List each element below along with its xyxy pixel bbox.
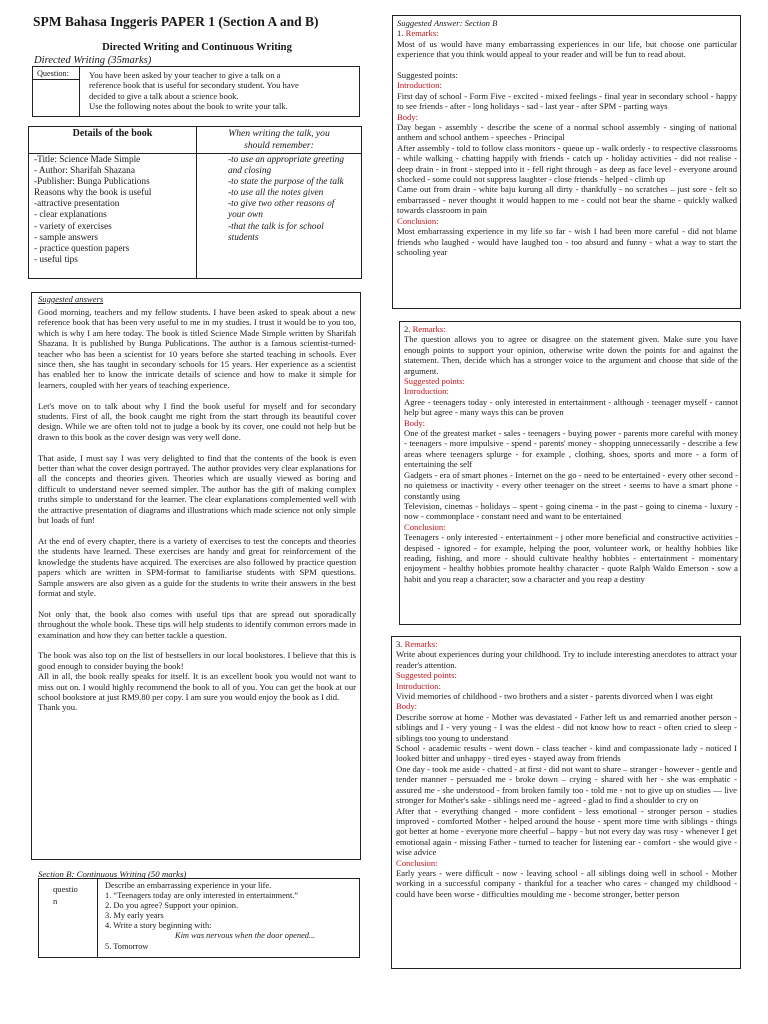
essay-paragraph: That aside, I must say I was very delighted to find that the contents of the book is even better than what the cover design portrayed. The author provides very clear explanations for all the concepts and theories given. Theories which are usually viewed as boring and difficult to understand never seemed simpler. The author has the gift of making complex truths simple to understand for the learner. The clear explanations complemented well with the attractive presentation of diagrams and illustrations which made science not only simple but loads of fun! xyxy=(38,452,356,526)
section-a-subtitle: Directed Writing (35marks) xyxy=(34,55,152,66)
section-b-options xyxy=(105,881,355,952)
essay-body xyxy=(38,307,356,713)
suggested-points-label: Suggested points: xyxy=(396,670,457,681)
introduction-text: First day of school - Form Five - excited - mixed feelings - final year in secondary school - happy to see friends - after - long holidays - sad - last year - after SPM - parting ways xyxy=(397,90,737,112)
list-item: -to state the purpose of the talk xyxy=(228,177,344,188)
answer-number: 3. xyxy=(396,639,403,649)
body-point: After that - everything changed - more confident - less emotional - stronger person - studies improved - comforted Mother - helped around the house - spent more time with siblings - things got better at home - everyone more cheerful – happy - but not every day was rosy - whenever I get emotional again - missing Father - turned to teacher for listening ear - comfort - she would give - wise advice xyxy=(396,805,737,858)
suggested-points-label: Suggested points: xyxy=(404,376,465,387)
body-label: Body: xyxy=(404,417,426,428)
page-title: SPM Bahasa Inggeris PAPER 1 (Section A and B) xyxy=(33,14,319,29)
conclusion-label: Conclusion: xyxy=(396,857,438,868)
list-item: -to use an appropriate greeting xyxy=(228,155,345,165)
details-table xyxy=(28,126,362,279)
list-item: 4. Write a story beginning with: xyxy=(105,921,212,931)
remarks-heading xyxy=(397,28,737,38)
list-item: - sample answers xyxy=(34,232,99,243)
question-box xyxy=(32,66,360,117)
remarks-text: The question allows you to agree or disagree on the statement given. Make sure you have enough points to support your opinion, otherwise write down the points for and against the statement. Then, decide which has a stronger voice to the argument and choose that side of the argument. xyxy=(404,334,738,376)
question-line: reference book that is useful for secondary student. You have xyxy=(89,80,299,91)
remember-list xyxy=(228,155,362,244)
essay-closing: Thank you. xyxy=(38,702,78,713)
remarks-heading xyxy=(396,639,737,649)
essay-paragraph: At the end of every chapter, there is a variety of exercises to test the concepts and theories the students have learned. These exercises are handy and great for reinforcement of the knowledge the students have acquired. The exercises are also followed by practice question papers which are written in SPM-format to familiarise students with SPM questions. Sample answers are also given as a guide for the students to write their answers in the best format and style. xyxy=(38,535,356,598)
list-item: - practice question papers xyxy=(34,243,130,254)
question-label: Question: xyxy=(33,67,80,116)
list-item: students xyxy=(228,232,259,243)
introduction-label: Introduction: xyxy=(396,680,441,691)
question-line: You have been asked by your teacher to give a talk on a xyxy=(89,70,281,80)
body-point: Came out from drain - white baju kurung all dirty - thankfully - no scratches – just sore - felt so embarrassed - never thought it would happen to me - could not bear the shame - quickly walked towards classroom in pain xyxy=(397,184,737,216)
list-item: 3. My early years xyxy=(105,911,164,921)
introduction-label: Introduction: xyxy=(404,386,449,397)
details-header: Details of the book xyxy=(72,128,153,139)
remarks-label: Remarks: xyxy=(412,324,446,334)
details-list xyxy=(34,155,194,266)
essay-paragraph: All in all, the book really speaks for itself. It is an excellent book you would not want to miss out on. I would highly recommend the book to all of you. You can get the book at our school bookstore at just RM9.80 per copy. I am sure you would enjoy the book as I did. xyxy=(38,671,356,702)
remarks-heading xyxy=(404,324,738,334)
body-label: Body: xyxy=(397,111,419,122)
conclusion-text: Most embarrassing experience in my life so far - wish I had been more careful - did not blame friends who laughed - would have laughed too - too absurd and funny - what a way to start the schooling year xyxy=(397,226,737,257)
suggested-answer-essay xyxy=(31,292,361,860)
body-label: Body: xyxy=(396,701,418,712)
section-b-question-label xyxy=(39,879,98,957)
body-point: Gadgets - era of smart phones - Internet on the go - need to be entertained - every other second - no quietness or inactivity - every other teenager on the street - seems to have a smart phone - constantly using xyxy=(404,469,738,501)
remarks-label: Remarks: xyxy=(404,639,438,649)
list-item: -Publisher: Bunga Publications xyxy=(34,177,150,188)
body-point: After assembly - told to follow class monitors - queue up - walk orderly - to respective classrooms - while walking - chatting happily with friends - catch up - holiday activities - did not realise - deep drain - in front - stepped into it - fell right through - as deep as face level - everyone around shocked - some could not suppress laughter - close friends - helped - climb up xyxy=(397,142,737,185)
list-item: - variety of exercises xyxy=(34,221,112,232)
body-point: School - academic results - went down - class teacher - kind and compassionate lady - noticed I looked bitter and unhappy - tired eyes - stayed away from friends xyxy=(396,743,737,764)
essay-paragraph: The book was also top on the list of bestsellers in our local bookstores. I believe that this is good enough to consider buying the book! xyxy=(38,650,356,671)
conclusion-text: Early years - were difficult - now - leaving school - all siblings doing well in school - Mother working in a successful company - thankful for a teacher who cares - changed my childhood - could have been worse - difficulties moulding me - become stronger, better person xyxy=(396,867,737,899)
list-item: - useful tips xyxy=(34,254,78,265)
body-point: Day began - assembly - describe the scene of a normal school assembly - singing of national anthem and school anthem - speeches - Principal xyxy=(397,122,737,143)
section-b-label: Section B: Continuous Writing (50 marks) xyxy=(38,869,187,879)
list-item: -to give two other reasons of xyxy=(228,199,335,210)
remarks-label: Remarks: xyxy=(405,28,439,39)
introduction-label: Introduction: xyxy=(397,80,442,91)
list-item: -Title: Science Made Simple xyxy=(34,155,141,165)
list-item: your own xyxy=(228,210,263,221)
body-point: One day - took me aside - chatted - at first - did not want to share – stranger - however - gentle and tender manner - persuaded me - broke down – crying - shared with her - she was emphatic - assured me - she understood - from broken family too - told me - not to give up on studies — live stronger for Mother's sake - siblings need me - agreed - glad to find a shoulder to cry on xyxy=(396,763,737,806)
list-item: -attractive presentation xyxy=(34,199,120,210)
remember-header xyxy=(197,128,361,151)
answer-2-box xyxy=(399,321,741,625)
list-item: and closing xyxy=(228,166,272,177)
list-item: - clear explanations xyxy=(34,210,107,221)
answer-heading: Suggested Answer: Section B xyxy=(397,18,498,28)
essay-paragraph: Let's move on to talk about why I find the book useful for myself and for secondary students. First of all, the book caught me right from the start through its beautiful cover design. While we are often told not to judge a book by its cover, one could not help but be drawn to this book as the cover design was very well done. xyxy=(38,400,356,442)
answer-1-box xyxy=(392,15,741,309)
conclusion-label: Conclusion: xyxy=(397,215,439,226)
list-item: Kim was nervous when the door opened... xyxy=(175,931,316,941)
list-item: - Author: Sharifah Shazana xyxy=(34,166,135,177)
list-item: -that the talk is for school xyxy=(228,221,324,232)
remember-header-line: should remember: xyxy=(244,139,314,151)
list-item: 1. “Teenagers today are only interested in entertainment.” xyxy=(105,891,299,901)
answer-number: 1. xyxy=(397,28,404,39)
body-point: Describe sorrow at home - Mother was devastated - Father left us and remarried another person - siblings and I - very young - I was the eldest - did not know how to react - often cried to sleep - siblings too young to understand xyxy=(396,711,737,743)
answer-number: 2. xyxy=(404,324,411,334)
question-line: Use the following notes about the book to write your talk. xyxy=(89,101,288,112)
essay-paragraph: Not only that, the book also comes with useful tips that are spread out sporadically throughout the whole book. These tips will help students to identify common errors made in examination and how they can better tackle a question. xyxy=(38,608,356,640)
remarks-text: Write about experiences during your childhood. Try to include interesting anecdotes to attract your reader's attention. xyxy=(396,649,737,670)
list-item: Describe an embarrassing experience in your life. xyxy=(105,881,272,890)
question-text xyxy=(89,70,355,112)
suggested-points-label: Suggested points: xyxy=(397,70,458,81)
remarks-text: Most of us would have many embarrassing experiences in our life, but choose one particular experience that you think would appeal to your reader and will be fun to read about. xyxy=(397,38,737,60)
list-item: -to use all the notes given xyxy=(228,188,324,199)
section-b-question-box xyxy=(38,878,360,958)
question-line: decided to give a talk about a science book. xyxy=(89,90,239,101)
introduction-text: Agree - teenagers today - only interested in entertainment - although - teenager myself - cannot help but agree - many ways this can be proven xyxy=(404,396,738,418)
essay-paragraph: Good morning, teachers and my fellow students. I have been asked to speak about a new reference book that has been very useful to me in my studies. I trust it would be to you too, which is why I am here today. The book is titled Science Made Simple written by Sharifah Shazana. It is published by Bunga Publications. The author is a famous scientist-turned-teacher who has been a scientist for 10 years before she started teaching in schools. Ever since then, she has taught in secondary schools for 15 years. Her experience as a scientist has enabled her to know the intricate details of science and how to make it simple for learners, coupled with her years of teaching experience. xyxy=(38,307,356,390)
body-point: Television, cinemas - holidays – spent - going cinema - in the past - going to cinema - luxury - now - commonplace - constant need and want to be entertained xyxy=(404,500,738,522)
introduction-text: Vivid memories of childhood - two brothers and a sister - parents divorced when I was eight xyxy=(396,691,713,702)
essay-label: Suggested answers xyxy=(38,294,104,304)
list-item: 5. Tomorrow xyxy=(105,941,149,951)
question-label-part: questio xyxy=(53,884,78,894)
answer-3-box xyxy=(391,636,741,969)
section-a-title: Directed Writing and Continuous Writing xyxy=(102,42,292,53)
conclusion-text: Teenagers - only interested - entertainment - j other more beneficial and constructive activities - despised - ignored - for example, helping the poor, volunteer work, or healthy hobbies like reading, fishing, and more - should cultivate healthy hobbies - entertainment - momentary enjoyment - healthy hobbies promote healthy character - quote Ralph Waldo Emerson - sow a habit and you reap a character; sow a character and you reap a destiny xyxy=(404,532,738,584)
question-label-part: n xyxy=(53,896,58,906)
list-item: Reasons why the book is useful xyxy=(34,188,152,199)
list-item: 2. Do you agree? Support your opinion. xyxy=(105,901,239,911)
remember-header-line: When writing the talk, you xyxy=(228,128,330,139)
body-point: One of the greatest market - sales - teenagers - buying power - parents more careful with money - teenagers - more impulsive - spend - parents' money - shopping unnecessarily - describe a few areas where teenagers splurge - for example , clothing, shoes, sports and more - a form of entertaining the self xyxy=(404,428,738,470)
conclusion-label: Conclusion: xyxy=(404,521,446,532)
